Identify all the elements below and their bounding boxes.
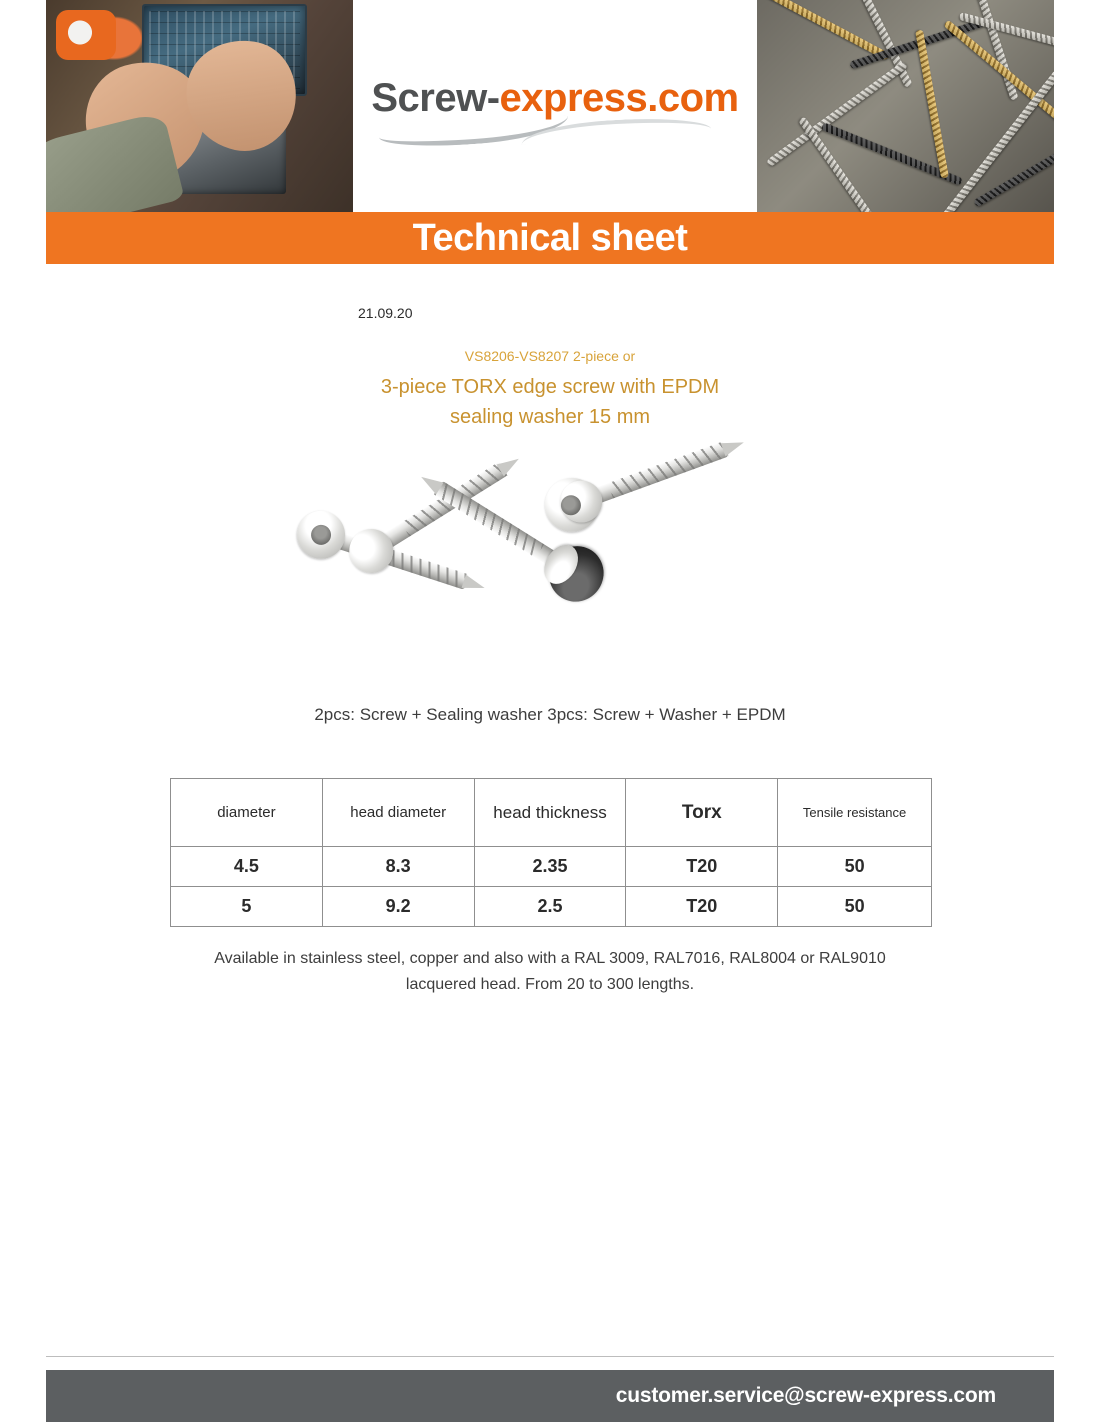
product-caption: 2pcs: Screw + Sealing washer 3pcs: Screw + Washer + EPDM [314,705,786,724]
screw-thread [434,481,544,558]
specifications-table [170,778,932,927]
screws-photo [757,0,1054,212]
table-row [171,887,932,927]
logo-text-express: express.com [499,75,739,120]
product-reference: VS8206-VS8207 2-piece or [464,348,636,364]
table-row [171,847,932,887]
technical-sheet-banner [46,212,1054,264]
logo-text [371,76,738,121]
logo-text-screw: Screw- [371,75,500,120]
screw-thread [608,441,729,498]
product-title-line1: 3-piece TORX edge screw with EPDM [380,376,720,398]
cell-head-thickness: 2.5 [474,887,626,927]
product-title-block [180,348,920,432]
document-date: 21.09.20 [358,305,413,321]
cell-head-diameter: 9.2 [322,887,474,927]
logo-area [353,0,757,212]
cell-torx: T20 [626,847,778,887]
table-header-diameter: diameter [171,779,323,847]
workbench-photo [46,0,353,212]
product-title-line2: sealing washer 15 mm [449,406,651,428]
table-header-torx: Torx [626,779,778,847]
cell-tensile-resistance: 50 [778,847,932,887]
screw-tip [721,436,746,457]
table-header-row [171,779,932,847]
cell-diameter: 5 [171,887,323,927]
table-header-tensile-resistance: Tensile resistance [778,779,932,847]
cell-torx: T20 [626,887,778,927]
table-header-head-diameter: head diameter [322,779,474,847]
availability-line-2: lacquered head. From 20 to 300 lengths. [405,975,695,993]
contact-email: customer.service@screw-express.com [615,1384,996,1407]
screw-tip [462,575,487,595]
availability-line-1: Available in stainless steel, copper and also with a RAL 3009, RAL7016, RAL8004 or RAL9010 [214,950,886,967]
cell-diameter: 4.5 [171,847,323,887]
cell-head-diameter: 8.3 [322,847,474,887]
table-header-head-thickness: head thickness [474,779,626,847]
cell-tensile-resistance: 50 [778,887,932,927]
tape-measure-icon [56,10,116,60]
page-header [46,0,1054,212]
product-photo [265,450,845,670]
availability-note [180,946,920,997]
footer-divider [46,1356,1054,1357]
banner-title: Technical sheet [412,216,688,259]
page-footer [46,1370,1054,1422]
brand-logo [371,76,738,121]
cell-head-thickness: 2.35 [474,847,626,887]
